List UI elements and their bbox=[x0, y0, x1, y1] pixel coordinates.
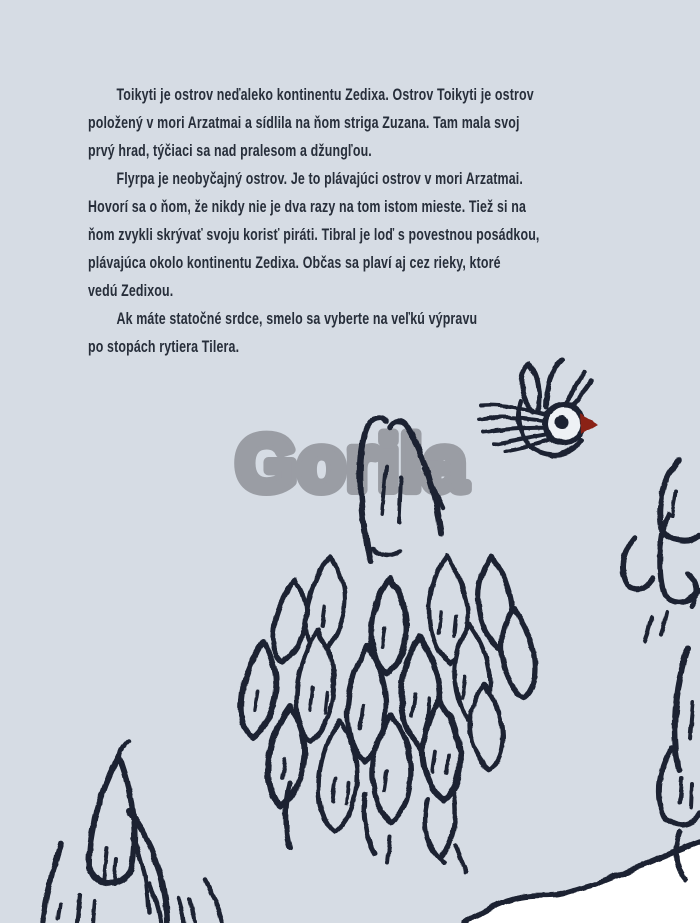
bird-wing bbox=[522, 364, 540, 412]
tall-tree bbox=[360, 418, 443, 560]
ink-drawing bbox=[43, 360, 700, 923]
leaf-dash bbox=[325, 693, 327, 713]
text-line: Toikyti je ostrov neďaleko kontinentu Zedixa. Ostrov Toikyti je ostrov bbox=[116, 85, 534, 104]
text-line: prvý hrad, týčiaci sa nad pralesom a džungľou. bbox=[88, 141, 372, 160]
bird-beak bbox=[580, 413, 598, 434]
leaf-dash bbox=[454, 616, 456, 635]
text-line: ňom zvykli skrývať svoju korisť piráti. Tibral je loď s povestnou posádkou, bbox=[88, 225, 540, 244]
tree-leaf bbox=[501, 608, 534, 698]
tree-bottom-left bbox=[43, 741, 223, 923]
tree-leaf bbox=[241, 642, 277, 738]
text-line: vedú Zedixou. bbox=[88, 281, 174, 300]
tree-leaf bbox=[470, 684, 502, 770]
tree-leaf bbox=[423, 700, 460, 800]
tree-leaf bbox=[273, 580, 306, 662]
bird-illustration bbox=[479, 360, 598, 455]
text-line: Hovorí sa o ňom, že nikdy nie je dva razy na tom istom mieste. Tiež si na bbox=[88, 197, 527, 216]
forest-center bbox=[241, 556, 535, 832]
text-line: položený v mori Arzatmai a sídlila na ňom striga Zuzana. Tam mala svoj bbox=[88, 113, 520, 132]
leaf-dash bbox=[447, 756, 449, 774]
forest-right bbox=[623, 460, 700, 880]
bird-wing bbox=[546, 360, 562, 408]
text-line: Ak máte statočné srdce, smelo sa vyberte na veľkú výpravu bbox=[116, 309, 478, 328]
gorila-watermark-text: Gorila bbox=[236, 419, 468, 507]
leaf-dash bbox=[347, 783, 349, 803]
bird-eye bbox=[556, 416, 569, 429]
bird-wing bbox=[566, 372, 584, 404]
text-line: Flyrpa je neobyčajný ostrov. Je to plávajúci ostrov v mori Arzatmai. bbox=[116, 169, 523, 188]
text-line: po stopách rytiera Tilera. bbox=[88, 337, 240, 356]
text-line: plávajúca okolo kontinentu Zedixa. Občas sa plaví aj cez rieky, ktoré bbox=[88, 253, 501, 272]
